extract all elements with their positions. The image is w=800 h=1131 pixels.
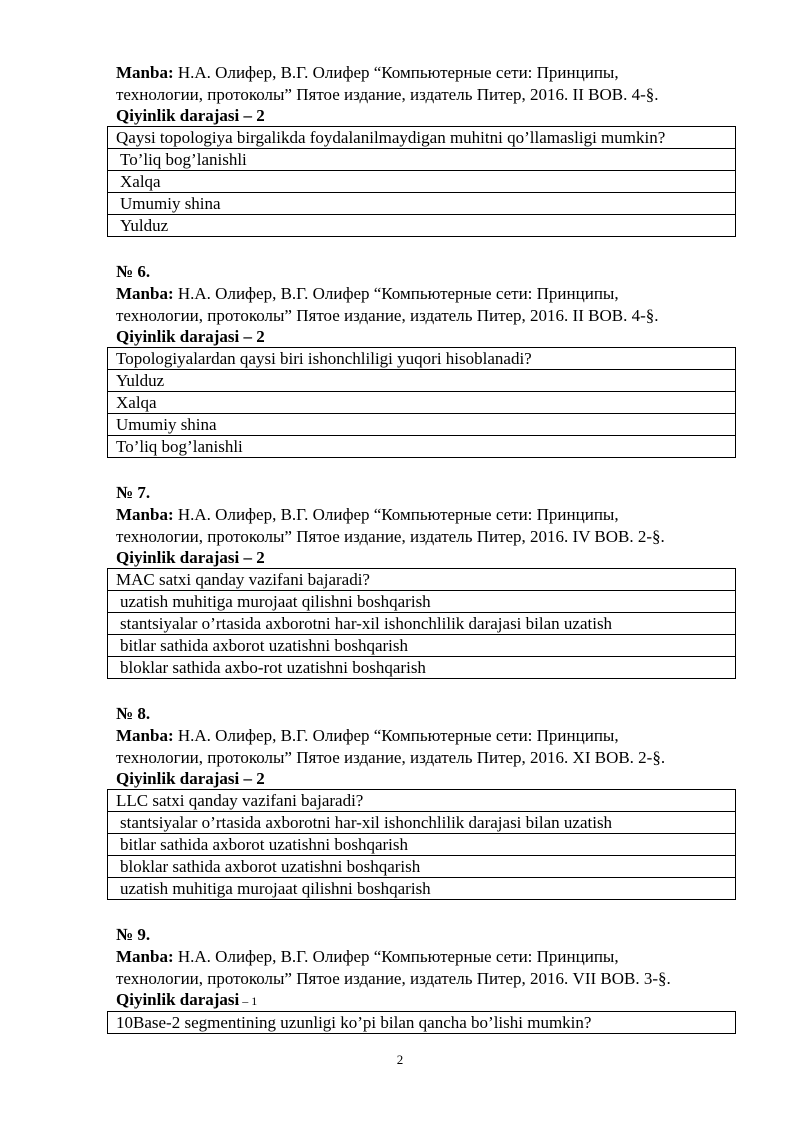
answer-option: bitlar sathida axborot uzatishni boshqarish bbox=[108, 834, 736, 856]
difficulty-level bbox=[116, 106, 736, 126]
answer-option: Umumiy shina bbox=[108, 414, 736, 436]
answer-option: Yulduz bbox=[108, 370, 736, 392]
difficulty-label: Qiyinlik darajasi – 2 bbox=[116, 106, 265, 125]
answer-option: bitlar sathida axborot uzatishni boshqarish bbox=[108, 635, 736, 657]
question-number: № 7. bbox=[116, 483, 151, 502]
source-label: Manba: bbox=[116, 947, 174, 966]
source-label: Manba: bbox=[116, 726, 174, 745]
difficulty-label: Qiyinlik darajasi – 2 bbox=[116, 548, 265, 567]
difficulty-level bbox=[116, 990, 736, 1011]
question-table bbox=[107, 789, 736, 900]
question-block bbox=[116, 703, 736, 900]
document-page bbox=[116, 62, 736, 1034]
answer-option: To’liq bog’lanishli bbox=[108, 149, 736, 171]
source-line-2: технологии, протоколы” Пятое издание, издатель Питер, 2016. VII BOB. 3-§. bbox=[116, 969, 671, 988]
answer-option: Xalqa bbox=[108, 171, 736, 193]
difficulty-label: Qiyinlik darajasi – 2 bbox=[116, 327, 265, 346]
question-table bbox=[107, 568, 736, 679]
source-line bbox=[116, 283, 736, 305]
question-number: № 8. bbox=[116, 704, 151, 723]
source-line bbox=[116, 946, 736, 968]
source-line-2: технологии, протоколы” Пятое издание, издатель Питер, 2016. II BOB. 4-§. bbox=[116, 85, 659, 104]
question-block bbox=[116, 62, 736, 237]
source-line-2: технологии, протоколы” Пятое издание, издатель Питер, 2016. IV BOB. 2-§. bbox=[116, 527, 665, 546]
question-text: MAC satxi qanday vazifani bajaradi? bbox=[108, 569, 736, 591]
difficulty-value: – 1 bbox=[239, 994, 258, 1008]
source-label: Manba: bbox=[116, 63, 174, 82]
answer-option: stantsiyalar o’rtasida axborotni har-xil ishonchlilik darajasi bilan uzatish bbox=[108, 812, 736, 834]
question-number: № 6. bbox=[116, 262, 151, 281]
answer-option: uzatish muhitiga murojaat qilishni boshqarish bbox=[108, 878, 736, 900]
answer-option: bloklar sathida axborot uzatishni boshqarish bbox=[108, 856, 736, 878]
source-line bbox=[116, 504, 736, 526]
question-block bbox=[116, 261, 736, 458]
source-line-2: технологии, протоколы” Пятое издание, издатель Питер, 2016. II BOB. 4-§. bbox=[116, 306, 659, 325]
difficulty-level bbox=[116, 327, 736, 347]
source-text: Н.А. Олифер, В.Г. Олифер “Компьютерные сети: Принципы, bbox=[173, 726, 619, 745]
source-line-2: технологии, протоколы” Пятое издание, издатель Питер, 2016. XI BOB. 2-§. bbox=[116, 748, 666, 767]
page-number: 2 bbox=[396, 1052, 404, 1067]
source-text: Н.А. Олифер, В.Г. Олифер “Компьютерные сети: Принципы, bbox=[173, 284, 619, 303]
difficulty-level bbox=[116, 769, 736, 789]
answer-option: Yulduz bbox=[108, 215, 736, 237]
difficulty-label: Qiyinlik darajasi – 2 bbox=[116, 769, 265, 788]
answer-option: uzatish muhitiga murojaat qilishni boshqarish bbox=[108, 591, 736, 613]
source-line bbox=[116, 725, 736, 747]
difficulty-label: Qiyinlik darajasi bbox=[116, 990, 240, 1009]
answer-option: Umumiy shina bbox=[108, 193, 736, 215]
answer-option: stantsiyalar o’rtasida axborotni har-xil ishonchlilik darajasi bilan uzatish bbox=[108, 613, 736, 635]
question-block bbox=[116, 924, 736, 1034]
source-text: Н.А. Олифер, В.Г. Олифер “Компьютерные сети: Принципы, bbox=[173, 947, 619, 966]
difficulty-level bbox=[116, 548, 736, 568]
answer-option: bloklar sathida axbo-rot uzatishni boshqarish bbox=[108, 657, 736, 679]
question-text: LLC satxi qanday vazifani bajaradi? bbox=[108, 790, 736, 812]
source-line bbox=[116, 62, 736, 84]
source-label: Manba: bbox=[116, 505, 174, 524]
source-text: Н.А. Олифер, В.Г. Олифер “Компьютерные сети: Принципы, bbox=[173, 63, 619, 82]
question-text: 10Base-2 segmentining uzunligi ko’pi bilan qancha bo’lishi mumkin? bbox=[108, 1012, 736, 1034]
source-text: Н.А. Олифер, В.Г. Олифер “Компьютерные сети: Принципы, bbox=[173, 505, 619, 524]
answer-option: Xalqa bbox=[108, 392, 736, 414]
question-text: Qaysi topologiya birgalikda foydalanilmaydigan muhitni qo’llamasligi mumkin? bbox=[108, 127, 736, 149]
question-text: Topologiyalardan qaysi biri ishonchliligi yuqori hisoblanadi? bbox=[108, 348, 736, 370]
source-label: Manba: bbox=[116, 284, 174, 303]
question-table bbox=[107, 1011, 736, 1034]
answer-option: To’liq bog’lanishli bbox=[108, 436, 736, 458]
question-table bbox=[107, 347, 736, 458]
question-block bbox=[116, 482, 736, 679]
question-table bbox=[107, 126, 736, 237]
question-number: № 9. bbox=[116, 925, 151, 944]
